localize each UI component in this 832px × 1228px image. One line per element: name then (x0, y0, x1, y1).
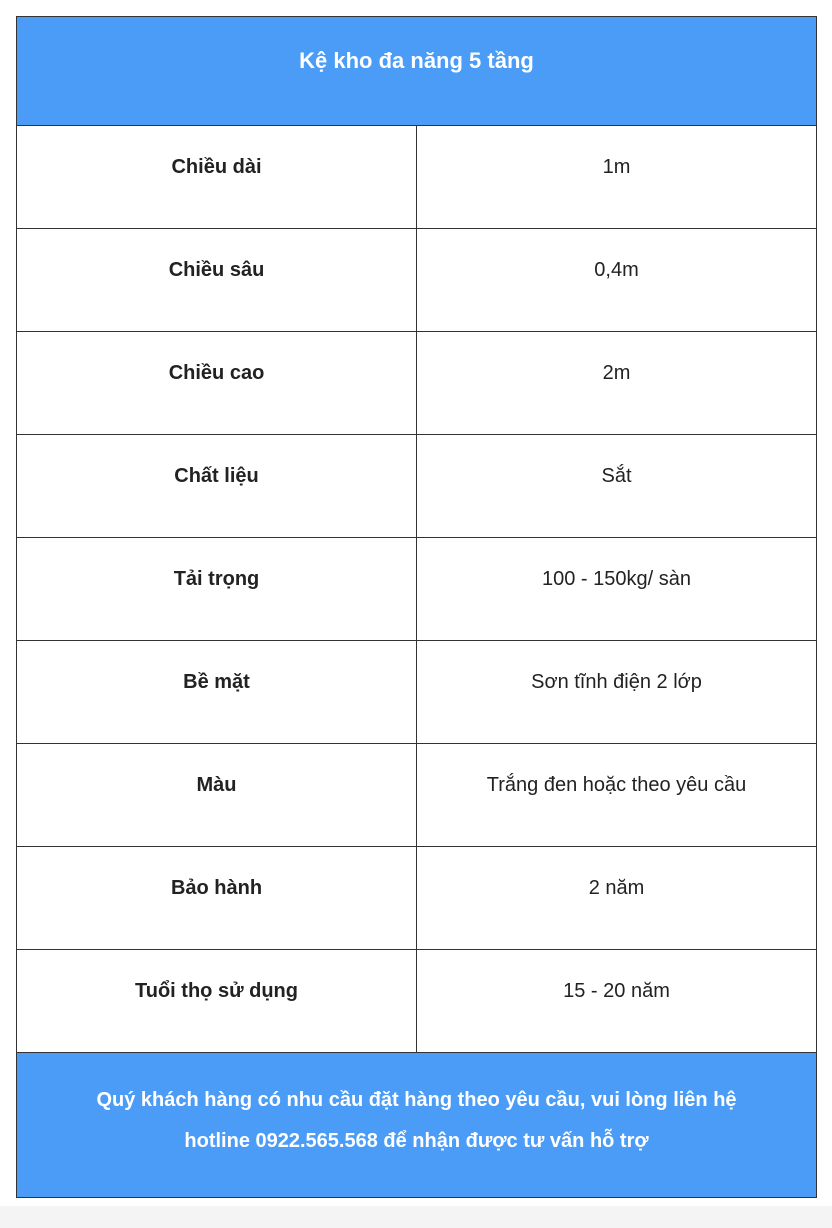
spec-label: Bảo hành (170, 876, 263, 899)
spec-value-cell (417, 641, 817, 744)
spec-value: Sắt (601, 464, 632, 487)
contact-note-line-1: Quý khách hàng có nhu cầu đặt hàng theo yêu cầu, vui lòng liên hệ (96, 1089, 737, 1111)
spec-value-cell (417, 847, 817, 950)
table-row (17, 744, 817, 847)
contact-note-line-2: hotline 0922.565.568 để nhận được tư vấn hỗ trợ (184, 1130, 649, 1152)
spec-label-cell (17, 229, 417, 332)
spec-value-cell (417, 435, 817, 538)
spec-value-cell (417, 126, 817, 229)
spec-label-cell (17, 435, 417, 538)
spec-label: Chiều cao (168, 361, 265, 384)
spec-value-cell (417, 229, 817, 332)
spec-value: 15 - 20 năm (563, 979, 670, 1002)
spec-value-cell (417, 744, 817, 847)
table-footer-row (17, 1053, 817, 1198)
contact-note (17, 1080, 816, 1162)
table-header-row (17, 17, 817, 126)
spec-value: 100 - 150kg/ sàn (542, 567, 691, 590)
table-row (17, 538, 817, 641)
table-row (17, 641, 817, 744)
spec-label-cell (17, 847, 417, 950)
spec-label: Tuổi thọ sử dụng (135, 979, 298, 1002)
spec-label: Bề mặt (183, 670, 250, 693)
spec-value: 2m (602, 361, 631, 384)
spec-value: 1m (602, 155, 631, 178)
table-title-cell (17, 17, 817, 126)
table-title: Kệ kho đa năng 5 tầng (299, 48, 534, 73)
page-bottom-strip (0, 1206, 832, 1228)
table-row (17, 435, 817, 538)
contact-note-cell (17, 1053, 817, 1198)
table-row (17, 126, 817, 229)
spec-value: Trắng đen hoặc theo yêu cầu (486, 773, 747, 796)
spec-value: 0,4m (594, 258, 639, 281)
table-row (17, 847, 817, 950)
spec-label-cell (17, 332, 417, 435)
spec-label-cell (17, 744, 417, 847)
spec-label: Chất liệu (174, 464, 259, 487)
spec-label: Tải trọng (173, 567, 260, 590)
spec-table (16, 16, 817, 1198)
spec-value: 2 năm (588, 876, 645, 899)
spec-value-cell (417, 950, 817, 1053)
spec-label-cell (17, 538, 417, 641)
table-row (17, 229, 817, 332)
spec-value-cell (417, 332, 817, 435)
spec-label: Chiều dài (171, 155, 262, 178)
spec-label: Màu (196, 773, 237, 796)
spec-value: Sơn tĩnh điện 2 lớp (531, 670, 702, 693)
spec-value-cell (417, 538, 817, 641)
spec-label-cell (17, 950, 417, 1053)
table-row (17, 950, 817, 1053)
spec-label-cell (17, 641, 417, 744)
spec-label: Chiều sâu (168, 258, 265, 281)
spec-label-cell (17, 126, 417, 229)
table-row (17, 332, 817, 435)
